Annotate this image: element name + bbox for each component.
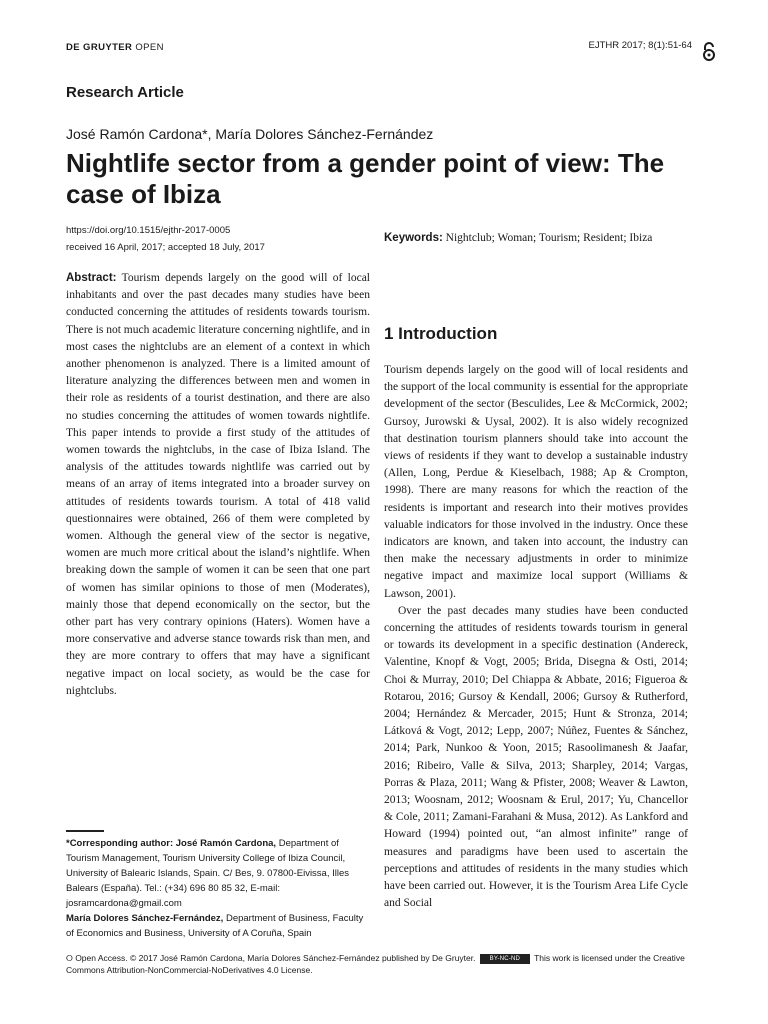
journal-reference: EJTHR 2017; 8(1):51-64 bbox=[588, 40, 692, 51]
abstract-text: Tourism depends largely on the good will of local inhabitants and over the past decades many studies have been conducted concerning the attitudes of residents towards tourism. There is not much academic literature concerning nightlife, and in most cases the nightclubs are an element of a context in which another phenomenon is analyzed. There is a limited amount of literature analyzing the differences between men and women in their role as residents of a tourist destination, and there are also no studies concerning the attitudes of women towards nightlife. This paper intends to provide a first study of the attitudes of women towards the nightclubs, in the case of Ibiza Island. The analysis of the attitudes towards nightlife was carried out by means of an array of items integrated into a broader survey on attitudes of residents towards tourism. A total of 418 valid questionnaires were obtained, 266 of them were completed by women. Although the general view of the sector is negative, women are much more critical about the island’s nightlife. When breaking down the sample of women it can be seen that one part of women has similar opinions to those of men (Moderates), mainly those that depend economically on the sector, but the other part has very contrary opinions (Haters). Women have a more conservative and adverse stance towards risk than men, and they are more contrary to offers that may have a significant negative impact on local society, as would be the case for nightclubs. bbox=[66, 272, 370, 697]
author-footnote bbox=[66, 836, 370, 941]
paper-title: Nightlife sector from a gender point of view: The case of Ibiza bbox=[66, 148, 665, 209]
corresponding-author-label: *Corresponding author: José Ramón Cardona, bbox=[66, 838, 277, 849]
license-suffix: This work is licensed under the Creative Commons Attribution-NonCommercial-NoDerivatives 4.0 License. bbox=[66, 953, 685, 975]
second-author bbox=[66, 911, 370, 941]
publisher-suffix: OPEN bbox=[135, 42, 164, 53]
keywords-label: Keywords: bbox=[384, 232, 443, 244]
abstract bbox=[66, 270, 370, 700]
paragraph: Over the past decades many studies have been conducted concerning the attitudes of residents towards tourism in general or towards its development in a specific destination (Andereck, Valentine, Knopf & Vogt, 2005; Brida, Disegna & Osti, 2014; Choi & Murray, 2010; Del Chiappa & Abbate, 2016; Figueroa & Rotarou, 2016; Gursoy & Kendall, 2006; Gursoy & Rutherford, 2004; Hernández & Mercader, 2015; Hunt & Stronza, 2014; Látková & Vogt, 2012; Lepp, 2007; Núñez, Fuentes & Sánchez, 2014; Park, Nunkoo & Yoon, 2015; Rasoolimanesh & Jaafar, 2016; Ribeiro, Valle & Silva, 2013; Sharpley, 2014; Vargas, Porras & Plaza, 2011; Wang & Pfister, 2008; Weaver & Lawton, 2013; Woosnam, 2012; Woosnam & Erul, 2017; Yu, Chancellor & Cole, 2011; Zamani-Farahani & Musa, 2012). As Lankford and Howard (1994) pointed out, “an almost infinite” range of measures and paradigms have been used to ascertain the perceptions and attitudes of residents in the many studies which have been carried out. However, it is the Tourism Area Life Cycle and Social bbox=[384, 604, 688, 910]
license-footer bbox=[66, 952, 690, 976]
footnote-divider bbox=[66, 830, 104, 832]
author-list: José Ramón Cardona*, María Dolores Sánchez-Fernández bbox=[66, 126, 434, 142]
license-prefix: Open Access. © 2017 José Ramón Cardona, María Dolores Sánchez-Fernández published by De Gruyter. bbox=[75, 953, 476, 963]
article-info bbox=[66, 222, 265, 256]
cc-license-badge[interactable]: BY-NC-ND bbox=[480, 954, 530, 964]
section-heading: 1 Introduction bbox=[384, 324, 498, 343]
doi-link[interactable]: https://doi.org/10.1515/ejthr-2017-0005 bbox=[66, 225, 231, 236]
abstract-label: Abstract: bbox=[66, 272, 117, 284]
received-dates: received 16 April, 2017; accepted 18 July, 2017 bbox=[66, 242, 265, 253]
publisher-logo bbox=[66, 42, 164, 53]
article-type: Research Article bbox=[66, 84, 184, 101]
keywords-text: Nightclub; Woman; Tourism; Resident; Ibiza bbox=[445, 232, 653, 244]
keywords bbox=[384, 230, 688, 247]
second-author-affiliation: Department of Business, Faculty of Economics and Business, University of A Coruña, Spain bbox=[66, 913, 364, 939]
corresponding-author-affiliation: Department of Tourism Management, Tourism University College of Ibiza Council, University of Balearic Islands, Spain. C/ Bes, 9. 07800-Eivissa, Illes Balears (España). Tel.: (+34) 696 80 85 32, E-mail: josramcardona@gmail.com bbox=[66, 838, 350, 909]
second-author-label: María Dolores Sánchez-Fernández, bbox=[66, 913, 224, 924]
paragraph: Tourism depends largely on the good will of local residents and the support of the local community is essential for the appropriate development of the sector (Besculides, Lee & McCormick, 2002; Gursoy, Jurowski & Uysal, 2002). It is also widely recognized that destination tourism planners should take into account the views of residents if they want to develop a sustainable industry (Allen, Long, Perdue & Kieselbach, 1988; Ap & Crompton, 1998). There are many reasons for which the reaction of the residents is important and research into their motives provides valuable indicators for those involved in the industry. Once these indicators are known, and taken into account, the industry can then make the necessary adjustments in order to minimize negative impact and maximize local support (Williams & Lawson, 2001). bbox=[384, 364, 688, 600]
open-access-small-icon: ⭘ bbox=[66, 953, 73, 963]
publisher-name: DE GRUYTER bbox=[66, 42, 133, 53]
open-access-icon bbox=[701, 42, 717, 62]
corresponding-author bbox=[66, 836, 370, 911]
introduction-body bbox=[384, 362, 688, 913]
